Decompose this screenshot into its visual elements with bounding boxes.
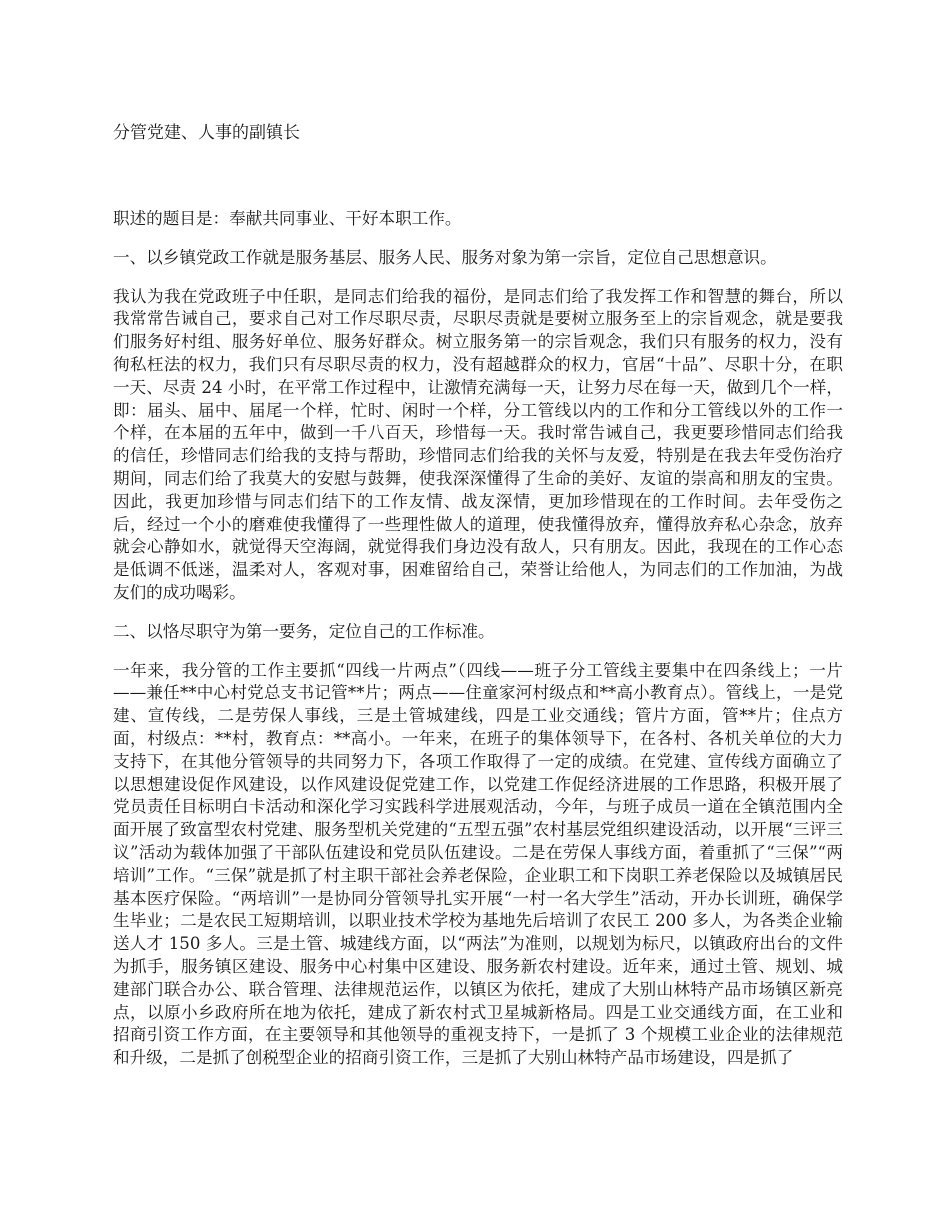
paragraph-topic: 职述的题目是：奉献共同事业、干好本职工作。 bbox=[113, 209, 462, 228]
section-heading-2: 二、以恪尽职守为第一要务，定位自己的工作标准。 bbox=[113, 621, 495, 641]
section-heading-1: 一、以乡镇党政工作就是服务基层、服务人民、服务对象为第一宗旨，定位自己思想意识。 bbox=[113, 247, 777, 267]
document-title: 分管党建、人事的副镇长 bbox=[113, 123, 300, 143]
paragraph-section-2-body: 一年来，我分管的工作主要抓“四线一片两点”（四线——班子分工管线主要集中在四条线上；一片——兼任**中心村党总支书记管**片；两点——住童家河村级点和**高小教育点）。管线上，一是党建、宣传线，二是劳保人事线，三是土管城建线，四是工业交通线；管片方面，管**片；住点方面，村级点：**村，教育点：**高小。一年来，在班子的集体领导下，在各村、各机关单位的大力支持下，在其他分管领导的共同努力下，各项工作取得了一定的成绩。在党建、宣传线方面确立了以思想建设促作风建设，以作风建设促党建工作，以党建工作促经济进展的工作思路，积极开展了党员责任目标明白卡活动和深化学习实践科学进展观活动，今年，与班子成员一道在全镇范围内全面开展了致富型农村党建、服务型机关党建的“五型五强”农村基层党组织建设活动，以开展“三评三议”活动为载体加强了干部队伍建设和党员队伍建设。二是在劳保人事线方面，着重抓了“三保”“两培训”工作。“三保”就是抓了村主职干部社会养老保险，企业职工和下岗职工养老保险以及城镇居民基本医疗保险。“两培训”一是协同分管领导扎实开展“一村一名大学生”活动，开办长训班，确保学生毕业；二是农民工短期培训，以职业技术学校为基地先后培训了农民工 200 多人，为各类企业输送人才 150 多人。三是土管、城建线方面，以“两法”为准则，以规划为标尺，以镇政府出台的文件为抓手，服务镇区建设、服务中心村集中区建设、服务新农村建设。近年来，通过土管、规划、城建部门联合办公、联合管理、法律规范运作，以镇区为依托，建成了大别山林特产品市场镇区新亮点，以原小乡政府所在地为依托，建成了新农村式卫星城新格局。四是工业交通线方面，在工业和招商引资工作方面，在主要领导和其他领导的重视支持下，一是抓了 3 个规模工业企业的法律规范和升级，二是抓了创税型企业的招商引资工作，三是抓了大别山林特产品市场建设，四是抓了 bbox=[113, 660, 843, 1068]
paragraph-section-1-body: 我认为我在党政班子中任职，是同志们给我的福份，是同志们给了我发挥工作和智慧的舞台，所以我常常告诫自己，要求自己对工作尽职尽责，尽职尽责就是要树立服务至上的宗旨观念，就是要我们服务好村组、服务好单位、服务好群众。树立服务第一的宗旨观念，我们只有服务的权力，没有徇私枉法的权力，我们只有尽职尽责的权力，没有超越群众的权力，官居“十品”、尽职十分，在职一天、尽责 24 小时，在平常工作过程中，让激情充满每一天，让努力尽在每一天，做到几个一样，即：届头、届中、届尾一个样，忙时、闲时一个样，分工管线以内的工作和分工管线以外的工作一个样，在本届的五年中，做到一千八百天，珍惜每一天。我时常告诫自己，我更要珍惜同志们给我的信任，珍惜同志们给我的支持与帮助，珍惜同志们给我的关怀与友爱，特别是在我去年受伤治疗期间，同志们给了我莫大的安慰与鼓舞，使我深深懂得了生命的美好、友谊的崇高和朋友的宝贵。因此，我更加珍惜与同志们结下的工作友情、战友深情，更加珍惜现在的工作时间。去年受伤之后，经过一个小的磨难使我懂得了一些理性做人的道理，使我懂得放弃，懂得放弃私心杂念，放弃就会心静如水，就觉得天空海阔，就觉得我们身边没有敌人，只有朋友。因此，我现在的工作心态是低调不低迷，温柔对人，客观对事，困难留给自己，荣誉让给他人，为同志们的工作加油，为战友们的成功喝彩。 bbox=[113, 286, 843, 602]
document-page bbox=[113, 120, 843, 1086]
